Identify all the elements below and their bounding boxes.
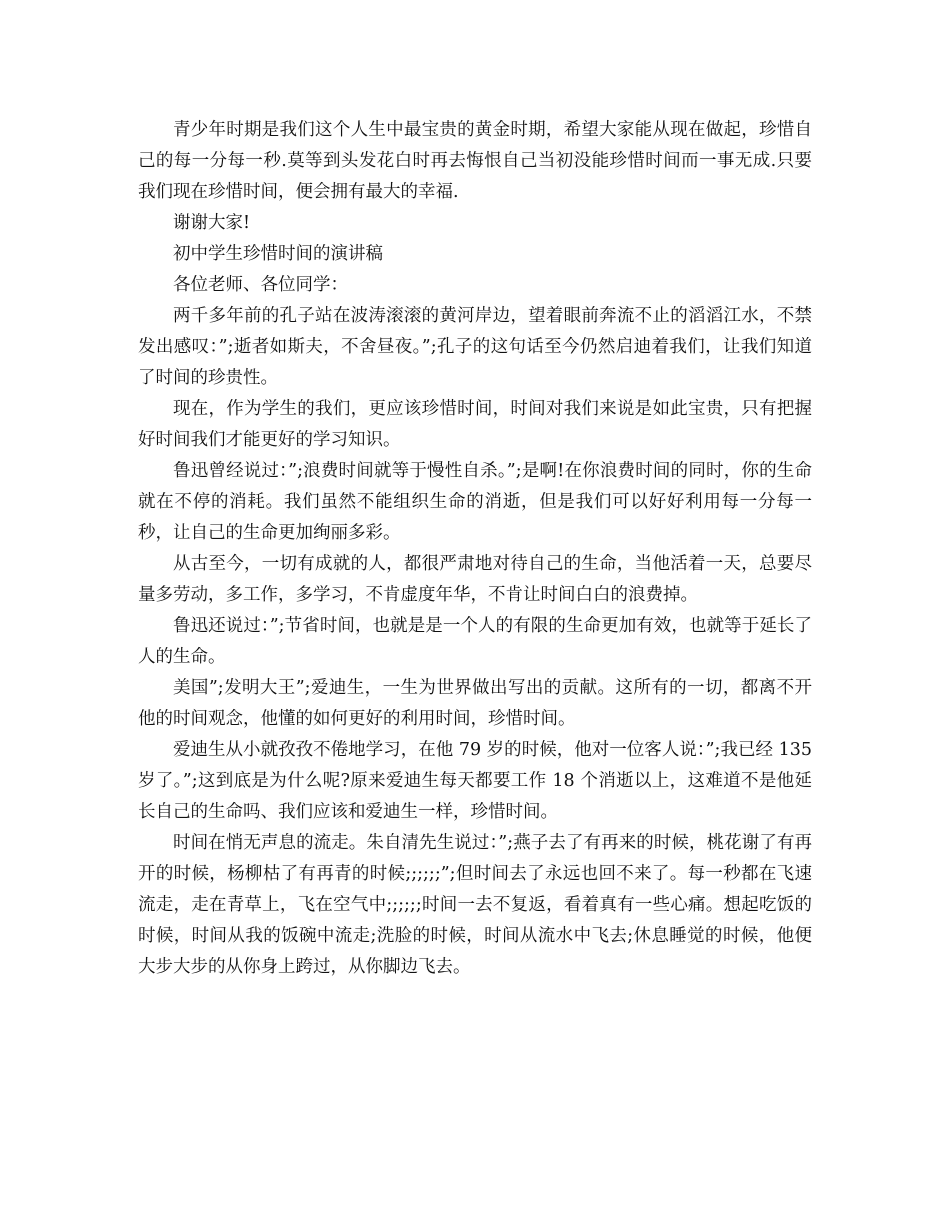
paragraph-students-now: 现在，作为学生的我们，更应该珍惜时间，时间对我们来说是如此宝贵，只有把握好时间我们才能更好的学习知识。 bbox=[138, 399, 812, 450]
speech-title: 初中学生珍惜时间的演讲稿 bbox=[173, 244, 383, 264]
salutation: 各位老师、各位同学： bbox=[173, 275, 348, 295]
paragraph-edison-age: 爱迪生从小就孜孜不倦地学习，在他 79 岁的时候，他对一位客人说：”;我已经 135 岁了。”;这到底是为什么呢?原来爱迪生每天都要工作 18 个消逝以上，这难道不是他延长自己的生命吗、我们应该和爱迪生一样，珍惜时间。 bbox=[138, 740, 812, 822]
paragraph-confucius: 两千多年前的孔子站在波涛滚滚的黄河岸边，望着眼前奔流不止的滔滔江水，不禁发出感叹：”;逝者如斯夫，不舍昼夜。”;孔子的这句话至今仍然启迪着我们，让我们知道了时间的珍贵性。 bbox=[138, 306, 812, 388]
paragraph-edison-intro: 美国”;发明大王”;爱迪生，一生为世界做出写出的贡献。这所有的一切，都离不开他的时间观念，他懂的如何更好的利用时间，珍惜时间。 bbox=[138, 678, 812, 729]
paragraph-thanks: 谢谢大家! bbox=[173, 213, 251, 233]
paragraph-closing-hope: 青少年时期是我们这个人生中最宝贵的黄金时期，希望大家能从现在做起，珍惜自己的每一分每一秒.莫等到头发花白时再去悔恨自己当初没能珍惜时间而一事无成.只要我们现在珍惜时间，便会拥有最大的幸福. bbox=[138, 120, 812, 202]
paragraph-achievers: 从古至今，一切有成就的人，都很严肃地对待自己的生命，当他活着一天，总要尽量多劳动，多工作，多学习，不肯虚度年华，不肯让时间白白的浪费掉。 bbox=[138, 554, 812, 605]
paragraph-zhu-ziqing: 时间在悄无声息的流走。朱自清先生说过：”;燕子去了有再来的时候，桃花谢了有再开的时候，杨柳枯了有再青的时候;;;;;;”;但时间去了永远也回不来了。每一秒都在飞速流走，走在青草上，飞在空气中;;;;;;时间一去不复返，看着真有一些心痛。想起吃饭的时候，时间从我的饭碗中流走;洗脸的时候，时间从流水中飞去;休息睡觉的时候，他便大步大步的从你身上跨过，从你脚边飞去。 bbox=[138, 833, 812, 977]
paragraph-luxun-quote-1: 鲁迅曾经说过：”;浪费时间就等于慢性自杀。”;是啊!在你浪费时间的同时，你的生命就在不停的消耗。我们虽然不能组织生命的消逝，但是我们可以好好利用每一分每一秒，让自己的生命更加绚丽多彩。 bbox=[138, 461, 812, 543]
paragraph-luxun-quote-2: 鲁迅还说过：”;节省时间，也就是是一个人的有限的生命更加有效，也就等于延长了人的生命。 bbox=[138, 616, 812, 667]
